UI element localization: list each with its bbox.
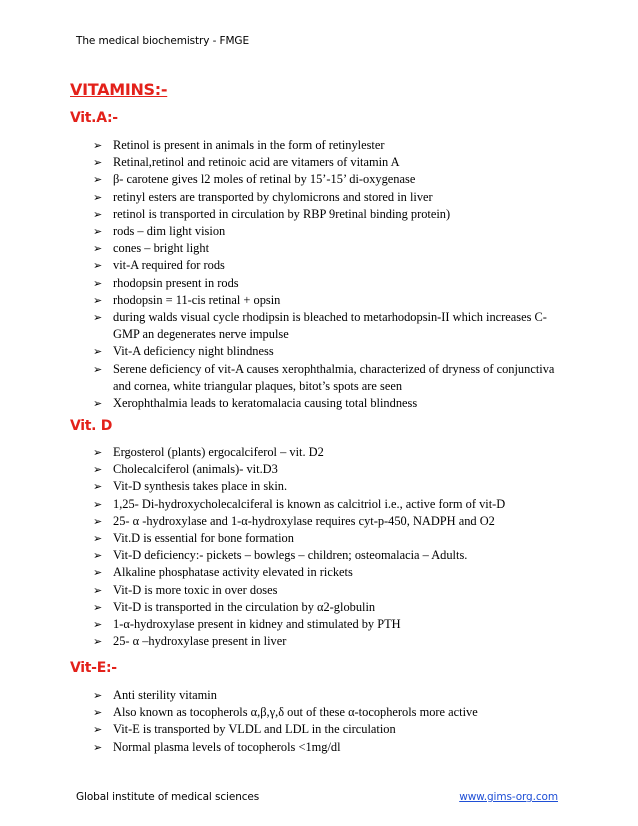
list-item (0, 154, 563, 171)
arrow-bullet-icon: ➢ (93, 740, 103, 754)
list-item (0, 513, 563, 530)
list-item (0, 633, 563, 650)
list-item (0, 361, 563, 395)
footer-institute: Global institute of medical sciences (76, 791, 260, 803)
list-item-text: rhodopsin = 11-cis retinal + opsin (113, 292, 281, 307)
list-item (0, 206, 563, 223)
list-item (0, 343, 563, 360)
arrow-bullet-icon: ➢ (93, 259, 103, 273)
arrow-bullet-icon: ➢ (93, 139, 103, 152)
list-item (0, 257, 563, 274)
arrow-bullet-icon: ➢ (93, 276, 103, 290)
list-item-text: vit-A required for rods (113, 258, 225, 273)
list-item-text: Serene deficiency of vit-A causes xerophthalmia, characterized of dryness of conjunctiva and cornea, white triangular plaques, bitot’s spots are seen (113, 361, 555, 393)
arrow-bullet-icon: ➢ (93, 723, 103, 737)
list-item-text: 1,25- Di-hydroxycholecalciferal is known as calcitriol i.e., active form of vit-D (113, 496, 506, 511)
page-header: The medical biochemistry - FMGE (76, 35, 249, 47)
list-item-text: Vit-D synthesis takes place in skin. (113, 479, 288, 494)
list-vit-a (0, 137, 563, 412)
arrow-bullet-icon: ➢ (93, 618, 103, 632)
arrow-bullet-icon: ➢ (93, 225, 103, 239)
arrow-bullet-icon: ➢ (93, 600, 103, 614)
list-item (0, 687, 563, 704)
list-item (0, 547, 563, 564)
list-item (0, 721, 563, 738)
list-item (0, 292, 563, 309)
list-item-text: retinol is transported in circulation by RBP 9retinal binding protein) (113, 206, 451, 221)
list-item (0, 564, 563, 581)
arrow-bullet-icon: ➢ (93, 207, 103, 221)
arrow-bullet-icon: ➢ (93, 242, 103, 256)
arrow-bullet-icon: ➢ (93, 514, 103, 528)
arrow-bullet-icon: ➢ (93, 173, 103, 187)
list-item-text: Also known as tocopherols α,β,γ,δ out of these α-tocopherols more active (113, 705, 478, 720)
list-item (0, 582, 563, 599)
arrow-bullet-icon: ➢ (93, 463, 103, 477)
list-item-text: Vit-A deficiency night blindness (113, 344, 274, 359)
list-item-text: Vit-E is transported by VLDL and LDL in the circulation (113, 722, 396, 737)
list-item-text: Normal plasma levels of tocopherols <1mg/dl (113, 739, 341, 754)
section-heading-vit-a: Vit.A:- (70, 110, 118, 126)
list-item-text: Vit-D is more toxic in over doses (113, 582, 278, 597)
list-item (0, 223, 563, 240)
list-item-text: Alkaline phosphatase activity elevated in rickets (113, 565, 353, 580)
arrow-bullet-icon: ➢ (93, 293, 103, 307)
arrow-bullet-icon: ➢ (93, 345, 103, 359)
list-item (0, 599, 563, 616)
list-item (0, 309, 563, 343)
list-item-text: rhodopsin present in rods (113, 275, 239, 290)
footer-website-link[interactable]: www.gims-org.com (459, 791, 558, 803)
list-item-text: 25- α –hydroxylase present in liver (113, 634, 287, 649)
list-item-text: Cholecalciferol (animals)- vit.D3 (113, 462, 278, 477)
list-item (0, 616, 563, 633)
section-heading-vit-d: Vit. D (70, 418, 113, 434)
list-vit-d (0, 444, 563, 650)
arrow-bullet-icon: ➢ (93, 706, 103, 720)
arrow-bullet-icon: ➢ (93, 480, 103, 494)
list-item-text: Retinol is present in animals in the form of retinylester (113, 138, 385, 152)
list-item-text: Ergosterol (plants) ergocalciferol – vit. D2 (113, 445, 324, 459)
list-item-text: Vit-D deficiency:- pickets – bowlegs – children; osteomalacia – Adults. (113, 548, 468, 563)
list-item-text: retinyl esters are transported by chylomicrons and stored in liver (113, 189, 433, 204)
list-item (0, 444, 563, 461)
list-item (0, 739, 563, 756)
arrow-bullet-icon: ➢ (93, 635, 103, 649)
arrow-bullet-icon: ➢ (93, 566, 103, 580)
list-item (0, 240, 563, 257)
list-item-text: rods – dim light vision (113, 224, 226, 239)
list-vit-e (0, 687, 563, 756)
list-item (0, 496, 563, 513)
arrow-bullet-icon: ➢ (93, 190, 103, 204)
arrow-bullet-icon: ➢ (93, 497, 103, 511)
page-title: VITAMINS:- (70, 80, 168, 99)
list-item-text: cones – bright light (113, 241, 210, 256)
list-item-text: Vit.D is essential for bone formation (113, 531, 294, 546)
list-item-text: Xerophthalmia leads to keratomalacia causing total blindness (113, 396, 418, 411)
arrow-bullet-icon: ➢ (93, 689, 103, 702)
arrow-bullet-icon: ➢ (93, 397, 103, 411)
list-item (0, 395, 563, 412)
arrow-bullet-icon: ➢ (93, 583, 103, 597)
arrow-bullet-icon: ➢ (93, 446, 103, 459)
list-item (0, 478, 563, 495)
list-item (0, 137, 563, 154)
list-item-text: 25- α -hydroxylase and 1-α-hydroxylase requires cyt-p-450, NADPH and O2 (113, 513, 495, 528)
list-item-text: during walds visual cycle rhodipsin is bleached to metarhodopsin-II which increases C-GMP an degenerates nerve impulse (113, 310, 547, 342)
section-heading-vit-e: Vit-E:- (70, 660, 117, 676)
list-item (0, 704, 563, 721)
list-item (0, 189, 563, 206)
list-item-text: β- carotene gives l2 moles of retinal by 15’-15’ di-oxygenase (113, 172, 416, 187)
arrow-bullet-icon: ➢ (93, 156, 103, 170)
list-item-text: Anti sterility vitamin (113, 688, 217, 702)
list-item (0, 171, 563, 188)
list-item-text: 1-α-hydroxylase present in kidney and stimulated by PTH (113, 617, 401, 632)
arrow-bullet-icon: ➢ (93, 362, 103, 376)
list-item (0, 530, 563, 547)
list-item-text: Retinal,retinol and retinoic acid are vitamers of vitamin A (113, 155, 400, 170)
list-item (0, 275, 563, 292)
arrow-bullet-icon: ➢ (93, 532, 103, 546)
list-item (0, 461, 563, 478)
arrow-bullet-icon: ➢ (93, 311, 103, 325)
list-item-text: Vit-D is transported in the circulation by α2-globulin (113, 599, 376, 614)
arrow-bullet-icon: ➢ (93, 549, 103, 563)
